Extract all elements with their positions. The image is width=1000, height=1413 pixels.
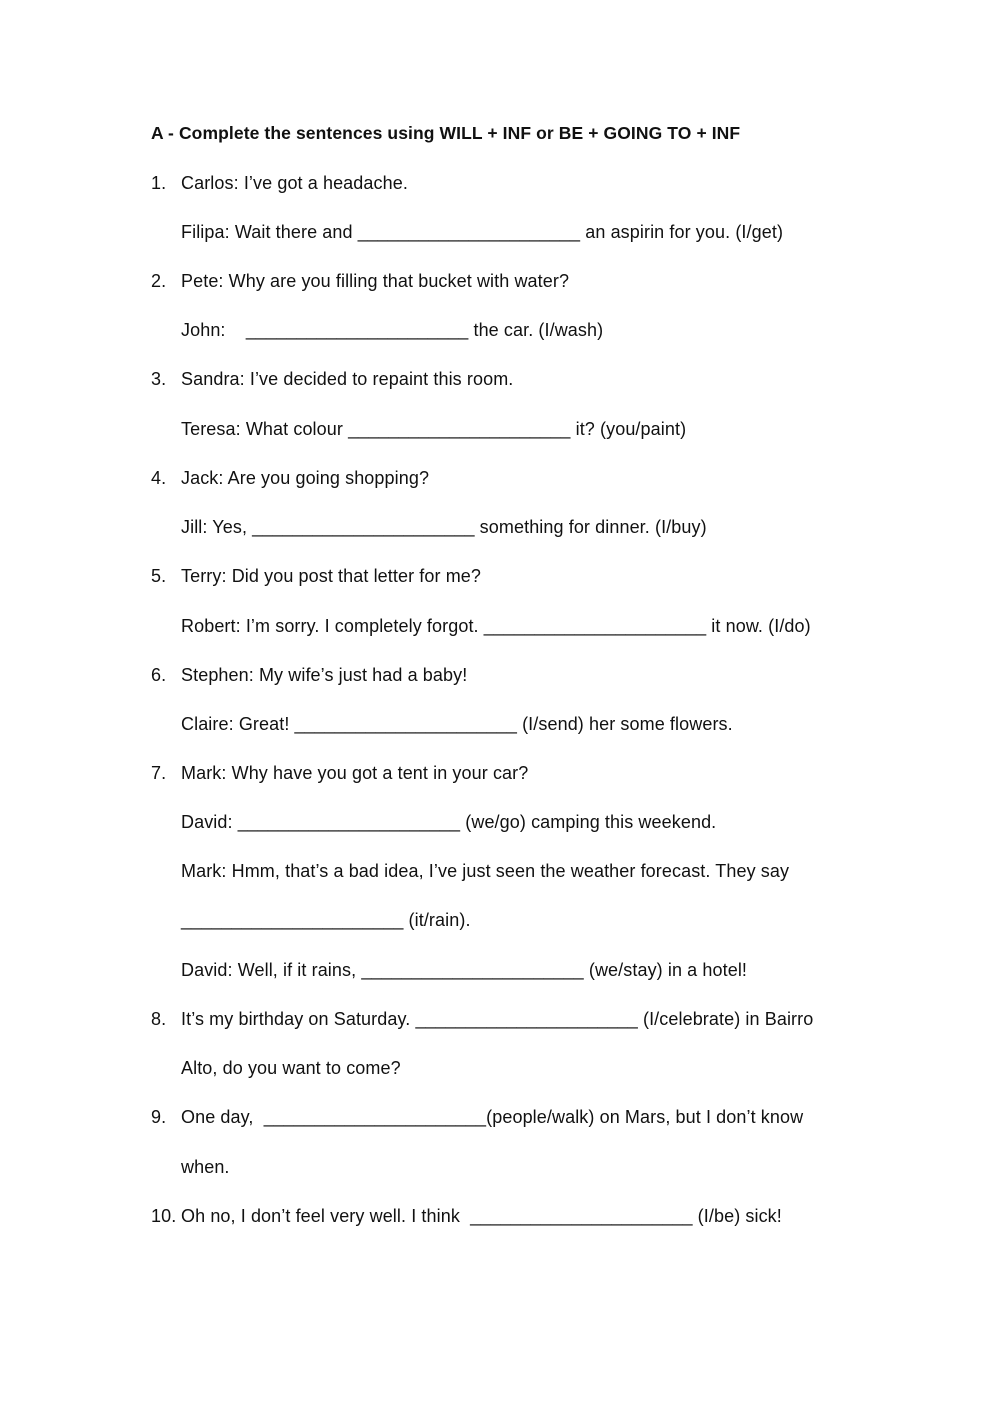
item-line: Mark: Hmm, that’s a bad idea, I’ve just seen the weather forecast. They say [181, 861, 790, 881]
item-line: David: ______________________ (we/go) camping this weekend. [181, 812, 717, 832]
item-line: Carlos: I’ve got a headache. [181, 173, 408, 193]
item-line: ______________________ (it/rain). [181, 910, 471, 930]
item-number: 6. [151, 665, 167, 685]
item-line: It’s my birthday on Saturday. ______________________ (I/celebrate) in Bairro [181, 1009, 814, 1029]
item-line: Alto, do you want to come? [181, 1058, 401, 1078]
item-number: 3. [151, 369, 167, 389]
item-number: 5. [151, 566, 167, 586]
item-number: 1. [151, 173, 167, 193]
item-line: Teresa: What colour ______________________ it? (you/paint) [181, 419, 687, 439]
item-line: when. [181, 1157, 230, 1177]
item-line: Pete: Why are you filling that bucket with water? [181, 271, 570, 291]
item-line: Terry: Did you post that letter for me? [181, 566, 482, 586]
item-line: Jack: Are you going shopping? [181, 468, 430, 488]
item-line: One day, ______________________(people/walk) on Mars, but I don’t know [181, 1107, 804, 1127]
item-number: 7. [151, 763, 167, 783]
item-number: 10. [151, 1206, 177, 1226]
item-line: Oh no, I don’t feel very well. I think ______________________ (I/be) sick! [181, 1206, 782, 1226]
item-number: 8. [151, 1009, 167, 1029]
item-line: Robert: I’m sorry. I completely forgot. ______________________ it now. (I/do) [181, 616, 811, 636]
item-number: 2. [151, 271, 167, 291]
item-number: 4. [151, 468, 167, 488]
item-line: Sandra: I’ve decided to repaint this room. [181, 369, 514, 389]
item-line: John: ______________________ the car. (I/wash) [181, 320, 604, 340]
item-number: 9. [151, 1107, 167, 1127]
item-line: Stephen: My wife’s just had a baby! [181, 665, 468, 685]
item-line: Claire: Great! ______________________ (I/send) her some flowers. [181, 714, 733, 734]
item-line: Filipa: Wait there and ______________________ an aspirin for you. (I/get) [181, 222, 784, 242]
item-line: Jill: Yes, ______________________ something for dinner. (I/buy) [181, 517, 707, 537]
item-line: Mark: Why have you got a tent in your car? [181, 763, 529, 783]
exercise-heading: A - Complete the sentences using WILL + INF or BE + GOING TO + INF [151, 123, 741, 143]
item-line: David: Well, if it rains, ______________________ (we/stay) in a hotel! [181, 960, 748, 980]
